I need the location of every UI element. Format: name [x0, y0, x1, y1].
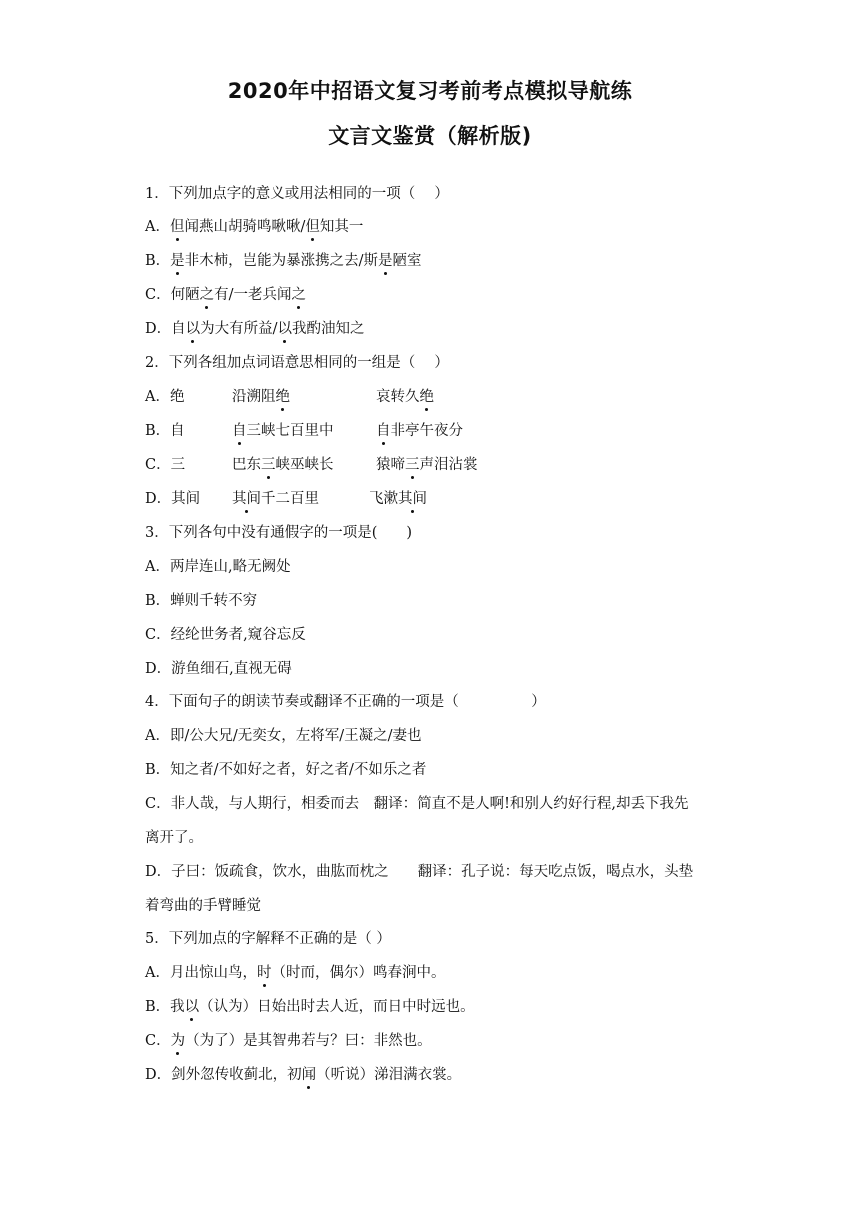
question-2-option-b-label: B．自 [145, 423, 185, 439]
question-4-stem: 4．下面句子的朗读节奏或翻译不正确的一项是（ ） [145, 694, 546, 710]
emphasis-char: 自 [376, 423, 391, 439]
question-2-option-c-sentence-1: 巴东三峡巫峡长 [232, 457, 334, 473]
question-3-option-a: A．两岸连山,略无阙处 [145, 559, 291, 575]
question-2-option-d-sentence-2: 飞漱其间 [369, 491, 427, 507]
question-4-option-c: C．非人哉，与人期行，相委而去 翻译：简直不是人啊!和别人约好行程,却丢下我先 [145, 796, 689, 812]
emphasis-char: 三 [261, 457, 276, 473]
question-2-option-a-sentence-2: 哀转久绝 [376, 389, 434, 405]
page-subtitle: 文言文鉴赏（解析版) [328, 124, 532, 148]
emphasis-char: 以 [184, 999, 200, 1015]
question-4-option-a: A．即/公大兄/无奕女，左将军/王凝之/妻也 [145, 728, 422, 744]
question-2-option-b-sentence-2: 自非亭午夜分 [376, 423, 463, 439]
question-5-option-a: A．月出惊山鸟，时（时而，偶尔）鸣春涧中。 [145, 965, 446, 981]
question-2-option-a-sentence-1: 沿溯阻绝 [232, 389, 290, 405]
emphasis-char: 之 [199, 287, 215, 303]
question-4-option-d-continued: 着弯曲的手臂睡觉 [145, 898, 261, 914]
question-4-option-d: D．子曰：饭疏食，饮水，曲肱而枕之 翻译：孔子说：每天吃点饭，喝点水，头垫 [145, 864, 694, 880]
page-title: 2020年中招语文复习考前考点模拟导航练 [227, 79, 633, 103]
question-3-option-c: C．经纶世务者,窥谷忘反 [145, 627, 306, 643]
question-4-option-c-continued: 离开了。 [145, 830, 203, 846]
question-1-stem: 1．下列加点字的意义或用法相同的一项（ ） [145, 186, 449, 202]
emphasis-char: 自 [232, 423, 247, 439]
emphasis-char: 绝 [419, 389, 434, 405]
emphasis-char: 之 [291, 287, 306, 303]
question-2-option-b-sentence-1: 自三峡七百里中 [232, 423, 334, 439]
question-5-option-c: C．为（为了）是其智弗若与？曰：非然也。 [145, 1033, 432, 1049]
emphasis-char: 以 [277, 321, 293, 337]
emphasis-char: 其间 [232, 491, 261, 507]
question-2-stem: 2．下列各组加点词语意思相同的一组是（ ） [145, 355, 449, 371]
emphasis-char: 但 [305, 219, 320, 235]
emphasis-char: 三 [405, 457, 420, 473]
question-2-option-d-label: D．其间 [145, 491, 201, 507]
question-2-option-c-sentence-2: 猿啼三声泪沾裳 [376, 457, 478, 473]
question-5-stem: 5．下列加点的字解释不正确的是（ ） [145, 931, 391, 947]
emphasis-char: 是 [378, 253, 393, 269]
emphasis-char: 是 [170, 253, 185, 269]
emphasis-char: 闻 [301, 1067, 317, 1083]
question-5-option-d: D．剑外忽传收蓟北，初闻（听说）涕泪满衣裳。 [145, 1067, 462, 1083]
emphasis-char: 以 [185, 321, 201, 337]
question-1-option-d: D．自以为大有所益/以我酌油知之 [145, 321, 365, 337]
emphasis-char: 时 [256, 965, 272, 981]
question-1-option-a: A．但闻燕山胡骑鸣啾啾/但知其一 [145, 219, 364, 235]
question-2-option-d-sentence-1: 其间千二百里 [232, 491, 319, 507]
question-5-option-b: B．我以（认为）日始出时去人近，而日中时远也。 [145, 999, 475, 1015]
question-3-option-b: B．蝉则千转不穷 [145, 593, 258, 609]
question-1-option-b: B．是非木柿，岂能为暴涨携之去/斯是陋室 [145, 253, 422, 269]
emphasis-char: 绝 [275, 389, 290, 405]
emphasis-char: 但 [169, 219, 185, 235]
question-2-option-a-label: A．绝 [145, 389, 185, 405]
question-4-option-b: B．知之者/不如好之者，好之者/不如乐之者 [145, 762, 427, 778]
emphasis-char: 为 [170, 1033, 186, 1049]
question-3-option-d: D．游鱼细石,直视无碍 [145, 661, 292, 677]
question-3-stem: 3．下列各句中没有通假字的一项是( ) [145, 525, 413, 541]
question-1-option-c: C．何陋之有/一老兵闻之 [145, 287, 306, 303]
question-2-option-c-label: C．三 [145, 457, 186, 473]
emphasis-char: 其间 [398, 491, 427, 507]
